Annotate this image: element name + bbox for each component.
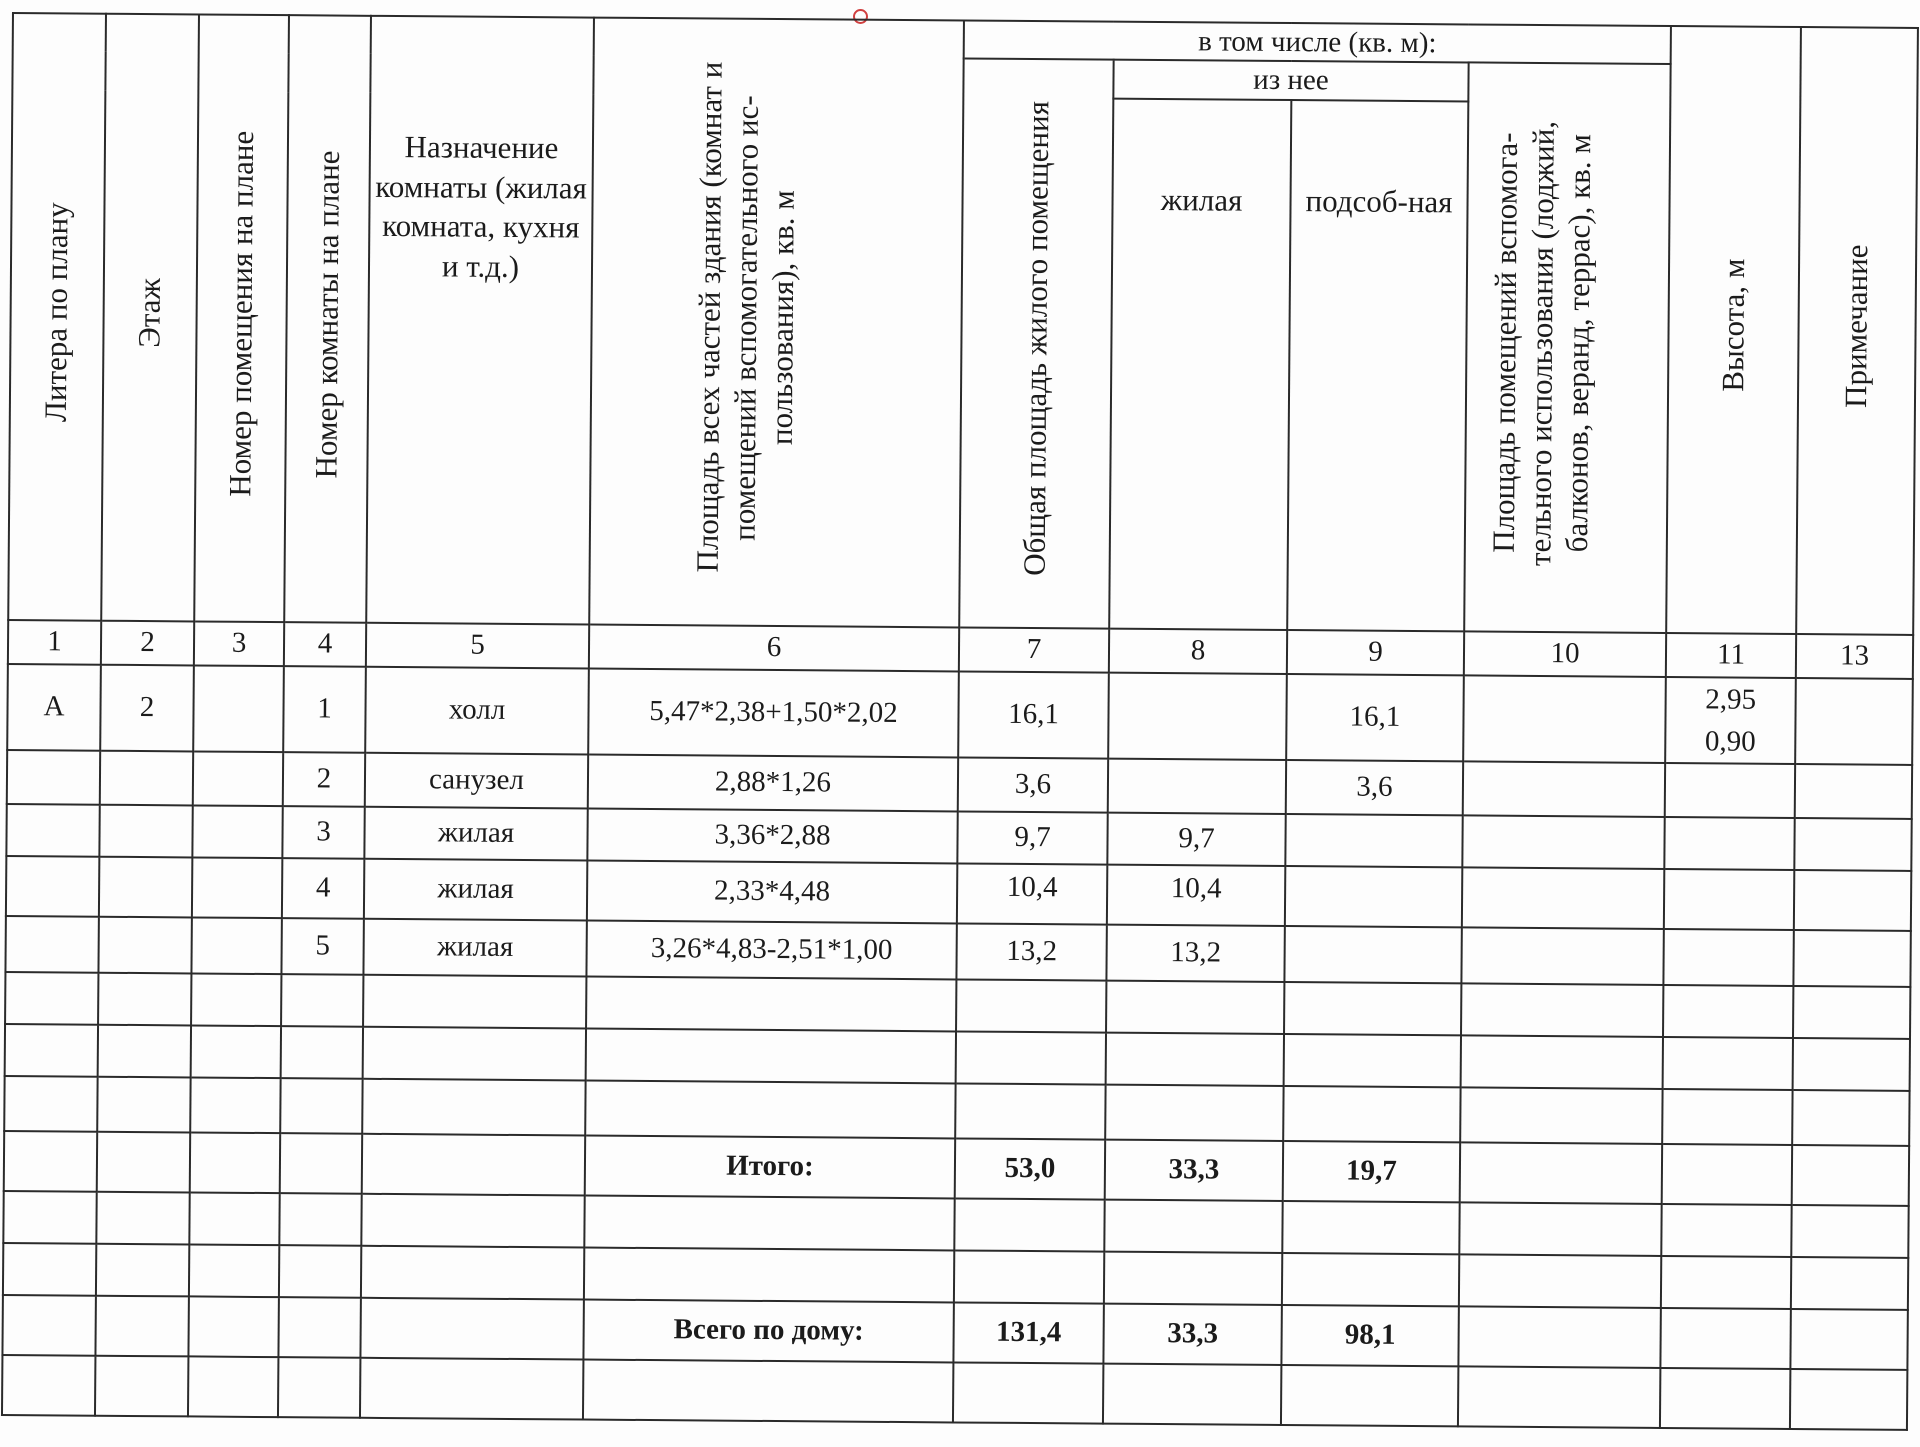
cell-note	[1794, 818, 1911, 871]
cell-auxiliary	[1461, 927, 1663, 985]
cell-living: 10,4	[1107, 864, 1285, 925]
cell-room: 1	[283, 666, 366, 753]
cell-auxiliary	[1463, 675, 1666, 763]
subtotal-total: 53,0	[955, 1138, 1105, 1199]
subtotal-aux: 19,7	[1283, 1141, 1460, 1202]
column-number: 11	[1666, 633, 1796, 678]
cell-litera: А	[7, 663, 101, 750]
cell-unit	[193, 665, 284, 752]
table-row	[7, 663, 1913, 764]
cell-formula: 2,88*1,26	[588, 754, 958, 811]
cell-floor: 2	[100, 664, 194, 751]
column-number: 6	[589, 624, 959, 671]
cell-total: 10,4	[957, 863, 1107, 924]
cell-formula: 5,47*2,38+1,50*2,02	[588, 668, 959, 757]
header-of-which: из нее	[1113, 60, 1468, 101]
cell-purpose: жилая	[364, 858, 587, 920]
column-number: 3	[194, 621, 284, 666]
height-value: 0,90	[1704, 724, 1756, 758]
grand-total-living: 33,3	[1103, 1303, 1281, 1364]
header-room-purpose: Назначение комнаты (жилая комната, кухня и т.д.)	[366, 16, 594, 624]
cell-aux: 3,6	[1286, 760, 1463, 815]
column-number: 5	[366, 622, 589, 668]
cell-living	[1108, 672, 1287, 759]
cell-height	[1664, 869, 1794, 930]
cell-purpose: жилая	[364, 806, 587, 860]
cell-formula: 3,26*4,83-2,51*1,00	[586, 920, 956, 979]
cell-formula: 3,36*2,88	[587, 808, 957, 863]
cell-purpose: жилая	[363, 918, 586, 976]
cell-unit	[193, 751, 283, 806]
cell-floor	[99, 804, 192, 857]
header-total-living-area: Общая площадь жилого помещения	[959, 59, 1113, 628]
cell-unit	[192, 805, 282, 858]
header-auxiliary-area: Площадь помещений вспомога-тельного использования (лоджий, балконов, веранд, террас), кв. м	[1464, 63, 1671, 633]
cell-formula: 2,33*4,48	[587, 860, 957, 923]
cell-unit	[191, 917, 281, 974]
header-utility: подсоб-ная	[1287, 100, 1468, 631]
cell-height	[1664, 817, 1794, 870]
cell-auxiliary	[1462, 815, 1664, 869]
cell-note	[1795, 764, 1912, 819]
header-living: жилая	[1109, 98, 1291, 629]
cell-auxiliary	[1462, 867, 1665, 929]
explication-table	[1, 12, 1919, 1431]
column-number: 10	[1464, 631, 1666, 677]
cell-height	[1665, 677, 1796, 764]
column-number: 1	[8, 619, 101, 664]
header-area-formula: Площадь всех частей здания (комнат и помещений вспомогательного ис-пользования), кв. м	[589, 18, 964, 627]
cell-auxiliary	[1463, 761, 1665, 817]
cell-aux: 16,1	[1286, 674, 1464, 761]
cell-total: 16,1	[958, 671, 1109, 758]
cell-floor	[100, 750, 193, 805]
cell-purpose: санузел	[365, 752, 588, 808]
column-number: 4	[284, 622, 366, 667]
column-number: 13	[1796, 634, 1913, 679]
cell-living: 9,7	[1107, 812, 1285, 865]
cell-litera	[6, 804, 99, 857]
subtotal-living: 33,3	[1105, 1139, 1283, 1200]
grand-total-total: 131,4	[953, 1302, 1103, 1363]
header-group-including: в том числе (кв. м):	[964, 20, 1671, 64]
cell-total: 3,6	[958, 757, 1108, 812]
cell-aux	[1285, 814, 1462, 867]
header-litera: Литера по плану	[8, 13, 106, 620]
cell-room: 3	[282, 806, 364, 859]
header-note: Примечание	[1796, 27, 1918, 634]
cell-living: 13,2	[1106, 924, 1284, 981]
cell-purpose: холл	[365, 666, 589, 754]
cell-living	[1108, 758, 1286, 813]
cell-unit	[192, 857, 282, 918]
column-number: 7	[959, 627, 1109, 672]
cell-aux	[1285, 866, 1462, 927]
cell-aux	[1284, 926, 1461, 983]
column-number: 8	[1109, 628, 1287, 673]
cell-height	[1665, 763, 1795, 818]
cell-litera	[7, 750, 100, 805]
cell-total: 9,7	[957, 811, 1107, 864]
cell-floor	[98, 916, 191, 973]
cell-room: 2	[283, 752, 365, 807]
column-number: 9	[1287, 630, 1464, 675]
header-room-number: Номер комнаты на плане	[284, 15, 371, 622]
cell-note	[1794, 870, 1911, 931]
cell-room: 5	[281, 918, 363, 975]
cell-litera	[5, 916, 98, 973]
grand-total-aux: 98,1	[1281, 1305, 1458, 1366]
header-floor: Этаж	[101, 14, 199, 621]
header-height: Высота, м	[1666, 26, 1801, 634]
height-value: 2,95	[1705, 682, 1757, 716]
header-unit-number: Номер помещения на плане	[194, 14, 289, 621]
subtotal-label: Итого:	[585, 1135, 955, 1198]
cell-total: 13,2	[956, 923, 1106, 980]
cell-litera	[6, 856, 99, 917]
cell-room: 4	[282, 858, 364, 919]
cell-note	[1793, 930, 1910, 987]
grand-total-label: Всего по дому:	[583, 1299, 953, 1362]
cell-floor	[99, 856, 192, 917]
column-number: 2	[101, 620, 194, 665]
cell-height	[1663, 929, 1793, 986]
cell-note	[1795, 678, 1913, 765]
